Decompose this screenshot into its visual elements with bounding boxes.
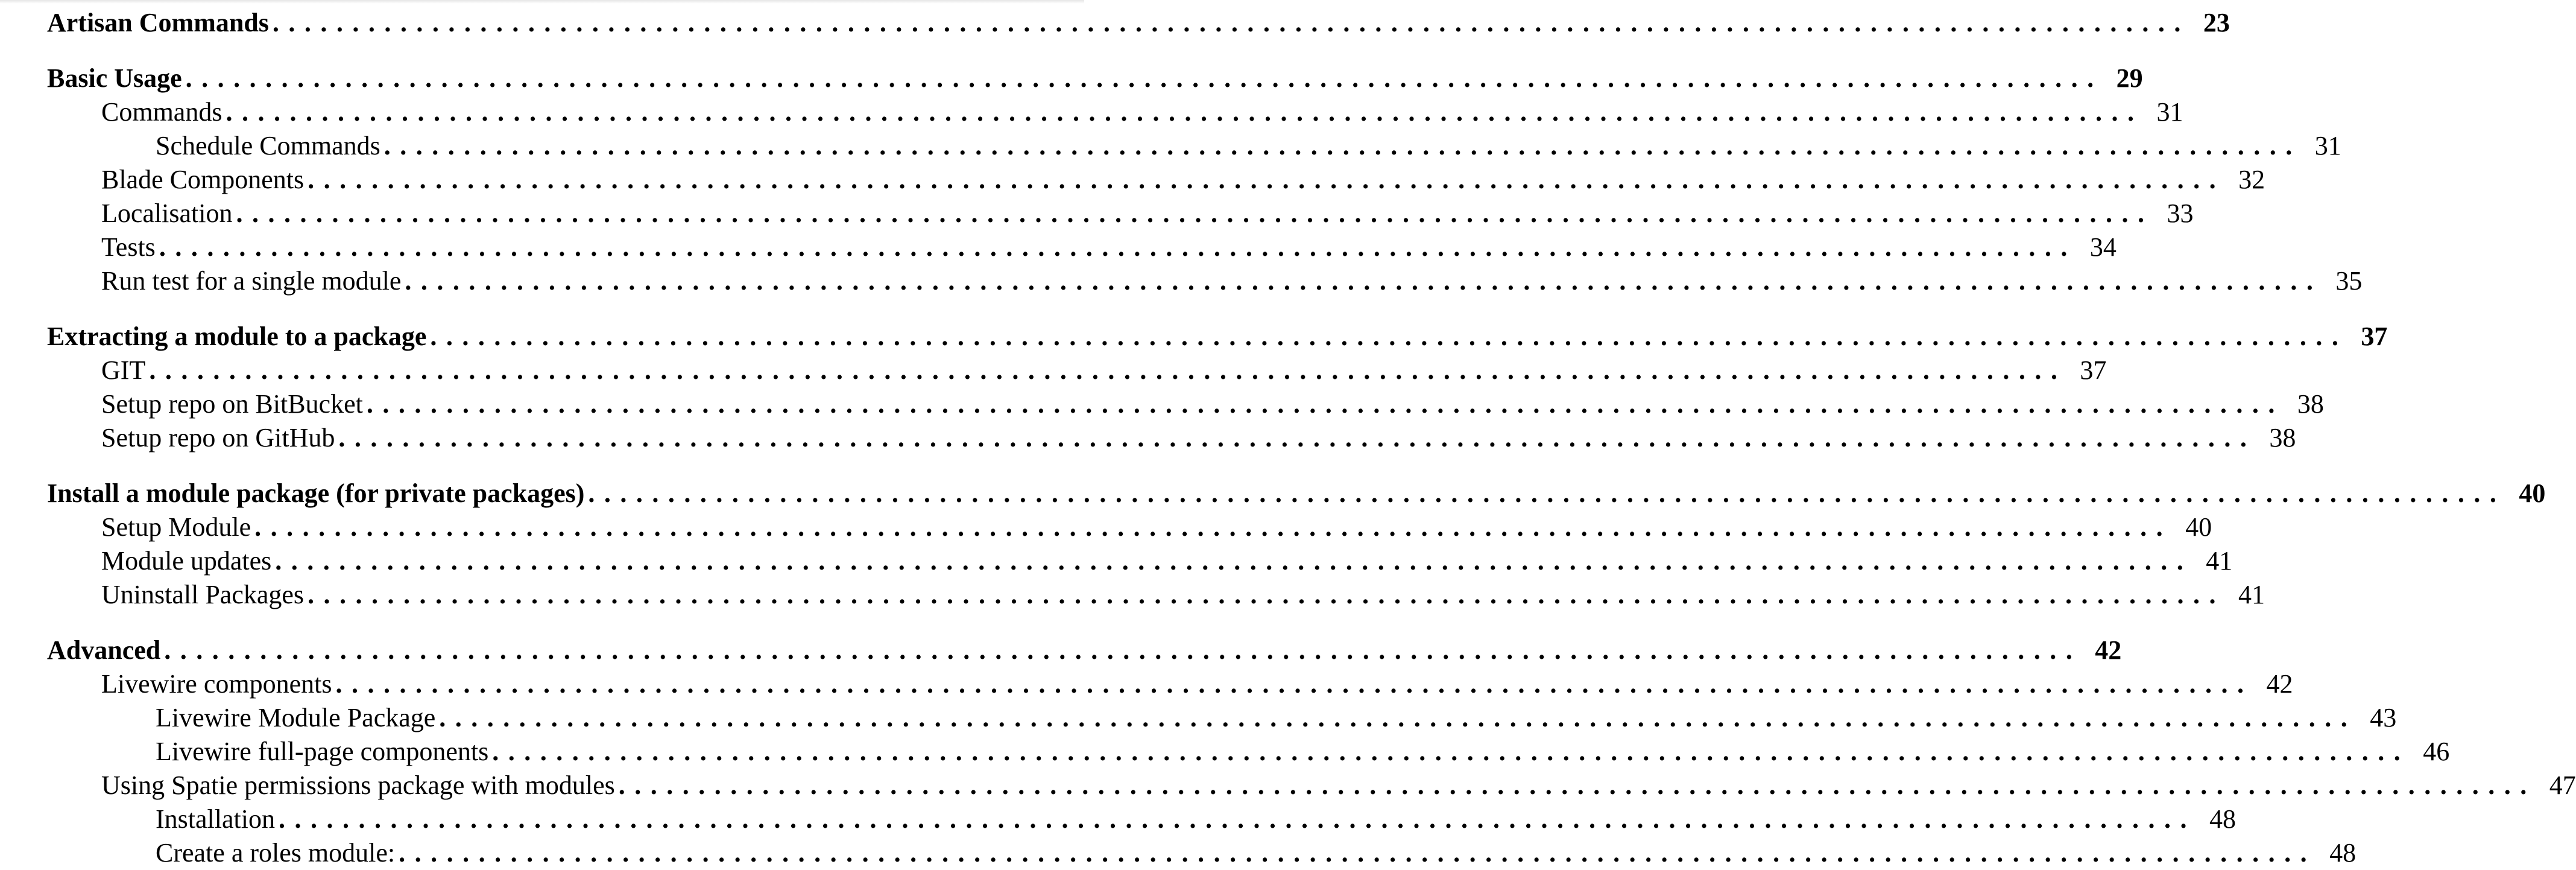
toc-entry-title: Commands [101,97,223,127]
toc-entry-title: Module updates [101,546,272,576]
toc-entry-title: Setup Module [101,512,251,542]
dot-leader: ........................................................................................................................ [164,635,2082,665]
dot-leader: ........................................................................................................................ [405,266,2323,296]
dot-leader: ........................................................................................................................ [384,131,2302,160]
toc-entry[interactable] [47,6,2230,40]
dot-leader: ........................................................................................................................ [439,703,2357,732]
toc-entry-page: 41 [2206,546,2233,576]
toc-entry-title: Localisation [101,198,233,228]
toc-entry-title: Basic Usage [47,63,182,93]
toc-entry-title: Setup repo on GitHub [101,423,335,452]
toc-entry[interactable] [47,129,2341,163]
toc-entry-title: GIT [101,355,146,385]
toc-entry[interactable] [47,354,2107,387]
toc-entry-page: 31 [2314,131,2341,160]
top-border [0,0,1084,4]
dot-leader: ........................................................................................................................ [492,737,2410,766]
table-of-contents [47,6,2576,870]
dot-leader: ........................................................................................................................ [185,63,2103,93]
toc-entry-page: 40 [2519,478,2546,508]
toc-entry-title: Advanced [47,635,161,665]
toc-entry-page: 38 [2297,389,2324,419]
toc-entry[interactable] [47,387,2324,421]
toc-entry-page: 48 [2209,804,2236,834]
dot-leader: ........................................................................................................................ [308,580,2226,609]
toc-entry[interactable] [47,163,2265,197]
toc-entry-page: 42 [2095,635,2122,665]
toc-entry[interactable] [47,320,2388,354]
toc-entry[interactable] [47,477,2546,510]
toc-entry-title: Blade Components [101,165,305,194]
dot-leader: ........................................................................................................................ [588,478,2506,508]
dot-leader: ........................................................................................................................ [338,423,2256,452]
toc-entry[interactable] [47,578,2265,612]
toc-entry-title: Uninstall Packages [101,580,305,609]
toc-entry-page: 42 [2266,669,2293,699]
toc-entry-page: 23 [2203,8,2230,37]
dot-leader: ........................................................................................................................ [399,838,2317,868]
toc-entry-page: 31 [2156,97,2183,127]
toc-entry-title: Extracting a module to a package [47,322,427,351]
toc-entry[interactable] [47,836,2357,870]
toc-entry-page: 41 [2238,580,2265,609]
dot-leader: ........................................................................................................................ [618,770,2536,800]
dot-leader: ........................................................................................................................ [308,165,2226,194]
dot-leader: ........................................................................................................................ [149,355,2067,385]
toc-entry[interactable] [47,544,2233,578]
toc-entry-title: Install a module package (for private packages) [47,478,585,508]
dot-leader: ........................................................................................................................ [278,804,2196,834]
toc-entry[interactable] [47,667,2293,701]
toc-entry-page: 43 [2370,703,2397,732]
toc-entry-title: Livewire components [101,669,332,699]
toc-entry-page: 40 [2185,512,2212,542]
toc-entry[interactable] [47,769,2576,802]
toc-entry-title: Create a roles module: [156,838,396,868]
dot-leader: ........................................................................................................................ [335,669,2253,699]
dot-leader: ........................................................................................................................ [159,232,2077,262]
toc-entry-title: Setup repo on BitBucket [101,389,363,419]
toc-entry-title: Run test for a single module [101,266,402,296]
toc-entry[interactable] [47,633,2122,667]
toc-entry[interactable] [47,264,2363,298]
toc-entry-title: Livewire full-page components [156,737,489,766]
toc-entry-title: Schedule Commands [156,131,380,160]
toc-entry-page: 29 [2116,63,2143,93]
dot-leader: ........................................................................................................................ [275,546,2193,576]
dot-leader: ........................................................................................................................ [272,8,2190,37]
dot-leader: ........................................................................................................................ [366,389,2284,419]
toc-entry-title: Artisan Commands [47,8,269,37]
dot-leader: ........................................................................................................................ [226,97,2144,127]
toc-entry-title: Using Spatie permissions package with modules [101,770,615,800]
dot-leader: ........................................................................................................................ [430,322,2348,351]
toc-entry[interactable] [47,421,2296,455]
toc-entry-page: 38 [2269,423,2296,452]
toc-entry[interactable] [47,95,2183,129]
toc-entry-title: Livewire Module Package [156,703,436,732]
toc-entry-page: 34 [2089,232,2117,262]
dot-leader: ........................................................................................................................ [236,198,2154,228]
toc-entry-page: 47 [2549,770,2576,800]
toc-entry-page: 33 [2167,198,2194,228]
toc-entry[interactable] [47,510,2212,544]
toc-entry-page: 35 [2335,266,2363,296]
toc-entry-title: Tests [101,232,156,262]
toc-entry[interactable] [47,197,2194,230]
toc-entry-page: 32 [2238,165,2265,194]
toc-entry[interactable] [47,230,2117,264]
toc-entry-title: Installation [156,804,275,834]
toc-entry-page: 46 [2423,737,2450,766]
toc-entry[interactable] [47,802,2236,836]
toc-entry-page: 37 [2080,355,2107,385]
toc-entry-page: 48 [2329,838,2357,868]
dot-leader: ........................................................................................................................ [254,512,2173,542]
toc-entry-page: 37 [2361,322,2388,351]
toc-entry[interactable] [47,62,2143,95]
toc-entry[interactable] [47,735,2450,769]
toc-entry[interactable] [47,701,2397,735]
